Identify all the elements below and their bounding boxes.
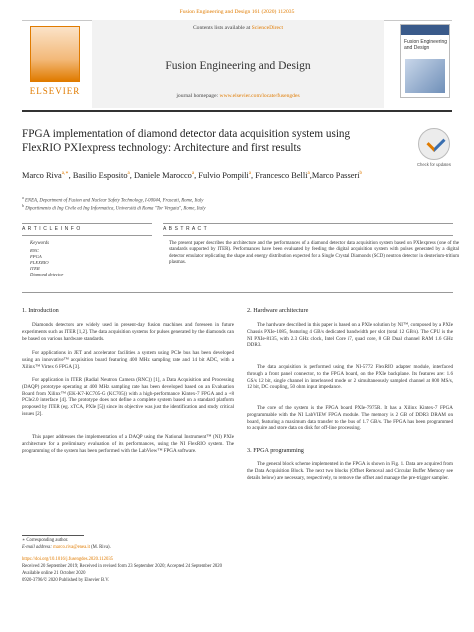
paragraph: Diamonds detectors are widely used in present-day fusion machines and foreseen in future experiments such as ITER [1,2]. The data acquisition systems for pulses generated by the diamonds can be based on various hardware standards. xyxy=(22,322,234,342)
author-separator: , xyxy=(194,170,199,180)
sciencedirect-link[interactable]: ScienceDirect xyxy=(251,25,284,31)
abstract-rule-top xyxy=(163,223,453,224)
cover-title: Fusion Engineering and Design xyxy=(404,39,448,51)
corresponding-author-note: ∗ Corresponding author. xyxy=(22,538,69,543)
homepage-link[interactable]: www.elsevier.com/locate/fusengdes xyxy=(219,93,300,99)
author-affiliation-marker: a xyxy=(191,171,195,176)
author-name[interactable]: Basilio Esposito xyxy=(72,170,128,180)
copyright: 0920-3796/© 2020 Published by Elsevier B.V. xyxy=(22,578,110,583)
info-rule-top xyxy=(22,223,152,224)
author-separator: , xyxy=(309,170,312,180)
keyword: FPGA xyxy=(30,254,42,259)
author-name[interactable]: Marco Riva xyxy=(22,170,62,180)
author-affiliation-marker: a xyxy=(307,171,310,176)
author-list xyxy=(22,168,402,181)
journal-banner xyxy=(92,20,384,108)
received-dates: Received 20 September 2019; Received in revised form 23 September 2020; Accepted 24 September 2020 xyxy=(22,564,222,569)
email-line xyxy=(22,545,111,550)
author-name[interactable]: Marco Passeri xyxy=(311,170,360,180)
paragraph: The general block scheme implemented in the FPGA is shown in Fig. 1. Data are acquired from the Data Acquisition Block. The next two blocks (Offset Removal and Circular Buffer Memory see details below) are necessary, respectively, to remove the offset and manage the pre-trigger sampler. xyxy=(247,461,453,481)
article-info-heading: A R T I C L E I N F O xyxy=(22,226,81,232)
author-name[interactable]: Fulvio Pompili xyxy=(198,170,249,180)
journal-reference: Fusion Engineering and Design 161 (2020) 112035 xyxy=(179,9,295,15)
affiliation-a-marker: a xyxy=(22,195,24,200)
paragraph: For applications in JET and accelerator facilities a system using PCIe bus has been developed using an innovative™ acquisition board featuring 400 MHz sampling rate and 14 bit ADC, with a Xilinx™ Virtex 6 FPGA [3]. xyxy=(22,350,234,370)
contents-line xyxy=(92,25,384,31)
doi-text[interactable]: https://doi.org/10.1016/j.fusengdes.2020.112035 xyxy=(22,557,114,562)
homepage-prefix: journal homepage: xyxy=(176,93,220,99)
journal-cover xyxy=(400,24,450,98)
author-affiliation-marker: b xyxy=(359,171,363,176)
journal-header xyxy=(22,20,452,108)
available-online: Available online 21 October 2020 xyxy=(22,571,86,576)
email-suffix: (M. Riva). xyxy=(89,545,111,550)
email-link[interactable]: marco.riva@enea.it xyxy=(53,545,90,550)
info-rule-mid xyxy=(22,235,152,236)
keywords-label: Keywords xyxy=(30,241,50,246)
keyword: RNC xyxy=(30,248,39,253)
author-name[interactable]: Daniele Marocco xyxy=(133,170,192,180)
footnote-rule xyxy=(22,535,84,536)
section-title-fpga: 3. FPGA programming xyxy=(247,447,304,454)
publisher-logo-text: ELSEVIER xyxy=(29,86,81,96)
paragraph: The hardware described in this paper is based on a PXIe solution by NI™, composed by a PXIe Chassis PXIe-1085, featuring 4 GB/s dedicated bandwidth per slot (total 12 GB/s). The CPU is the NI PXIe-8135, with 2.3 GHz clock, Intel Core i7, quad core, 8 GB Dual channel RAM 1.6 GHz DDR3. xyxy=(247,322,453,349)
email-label: E-mail address: xyxy=(22,545,54,550)
affiliation-b-text: Dipartimento di Ing Civile ed Ing Informatica, Università di Roma "Tor Vergata", Rome, Italy xyxy=(25,206,206,212)
article-title: FPGA implementation of diamond detector data acquisition system using FlexRIO PXIexpress technology: Architecture and first results xyxy=(22,128,351,154)
affiliation-a-text: ENEA, Department of Fusion and Nuclear Safety Technology, I-00044, Frascati, Rome, Italy xyxy=(24,198,204,204)
cover-band xyxy=(401,25,449,35)
contents-prefix: Contents lists available at xyxy=(192,25,252,31)
keyword: Diamond detector xyxy=(30,272,64,277)
abstract-rule-mid xyxy=(163,235,453,236)
section-title-hardware: 2. Hardware architecture xyxy=(247,307,309,314)
check-for-updates-label[interactable]: Check for updates xyxy=(417,162,451,167)
homepage-line xyxy=(92,93,384,99)
keyword: ITER xyxy=(30,266,40,271)
author-separator: , xyxy=(68,170,73,180)
affiliation-b xyxy=(22,203,402,212)
abstract-text: The present paper describes the architecture and the performances of a diamond detector data acquisition system based on PXIexpress (one of the standards supported by ITER). Performances have been evaluated by feeding the digital acquisition system with pulses generated by a digital detector emulator replicating the shape and energy distribution expected for a Single Crystal Diamonds (SCD) neutron detector in deuterium-tritium plasmas. xyxy=(169,241,460,266)
keyword: FLEXRIO xyxy=(30,260,49,265)
author-separator: , xyxy=(129,170,134,180)
author-affiliation-marker: a,∗ xyxy=(61,171,69,176)
paragraph: The core of the system is the FPGA board PXIe-7975R. It has a Xilinx Kintex-7 FPGA programmable with the NI LabVIEW FPGA module. The memory is 2 GB of DDR3 DRAM on board, featuring a maximum data transfer to the bus of 1.7 GB/s. The FPGA has been programmed to acquire and store data on disk for off-line processing. xyxy=(247,405,453,432)
paragraph: For application in ITER (Radial Neutron Camera (RNC)) [1], a Data Acquisition and Processing (DAQP) prototype operating at 400 MHz sampling rate has been developed based on an Evaluation Board from Xilinx™ (EK-K7-KC705-G (KC705)) with a high-performance Kintex-7 FPGA and a +8 PCIe2.0 interface [4]. The prototype does not define a complete system based on a standard platform proposed by ITER (eg. xTCA, PXIe [5]) since its objective was just the identification and study critical issues [2]. xyxy=(22,377,234,417)
paragraph: The data acquisition is performed using the NI-5772 FlexRIO adapter module, interfaced through a front panel connector, to the FPGA board, on the PXIe backplane. Its features are: 1.6 GS/s 12 bit, single channel in interleaved mode or 2 simultaneously sampled channel at 800 MS/s, 12 bit, DC coupling, 50 ohm input impedance. xyxy=(247,364,453,391)
doi-link[interactable] xyxy=(22,557,113,562)
section-title-introduction: 1. Introduction xyxy=(22,307,59,314)
abstract-rule-bottom xyxy=(22,292,453,293)
abstract-heading: A B S T R A C T xyxy=(163,226,208,232)
header-divider xyxy=(22,110,452,112)
elsevier-tree-icon xyxy=(30,26,80,82)
cover-image xyxy=(405,59,445,93)
publisher-logo xyxy=(24,26,86,100)
author-name[interactable]: Francesco Belli xyxy=(255,170,308,180)
author-affiliation-marker: a xyxy=(127,171,130,176)
check-for-updates-icon[interactable] xyxy=(418,128,450,160)
affiliation-b-marker: b xyxy=(22,203,24,208)
author-separator: , xyxy=(251,170,256,180)
journal-title: Fusion Engineering and Design xyxy=(165,60,311,72)
paragraph: This paper addresses the implementation of a DAQP using the National Instrument™ (NI) PXIe architecture for a preliminary evaluation of its performances, using the NI FlexRIO system. The programming of the system has been performed with the LabView™ FPGA software. xyxy=(22,434,234,454)
author-affiliation-marker: a xyxy=(248,171,252,176)
